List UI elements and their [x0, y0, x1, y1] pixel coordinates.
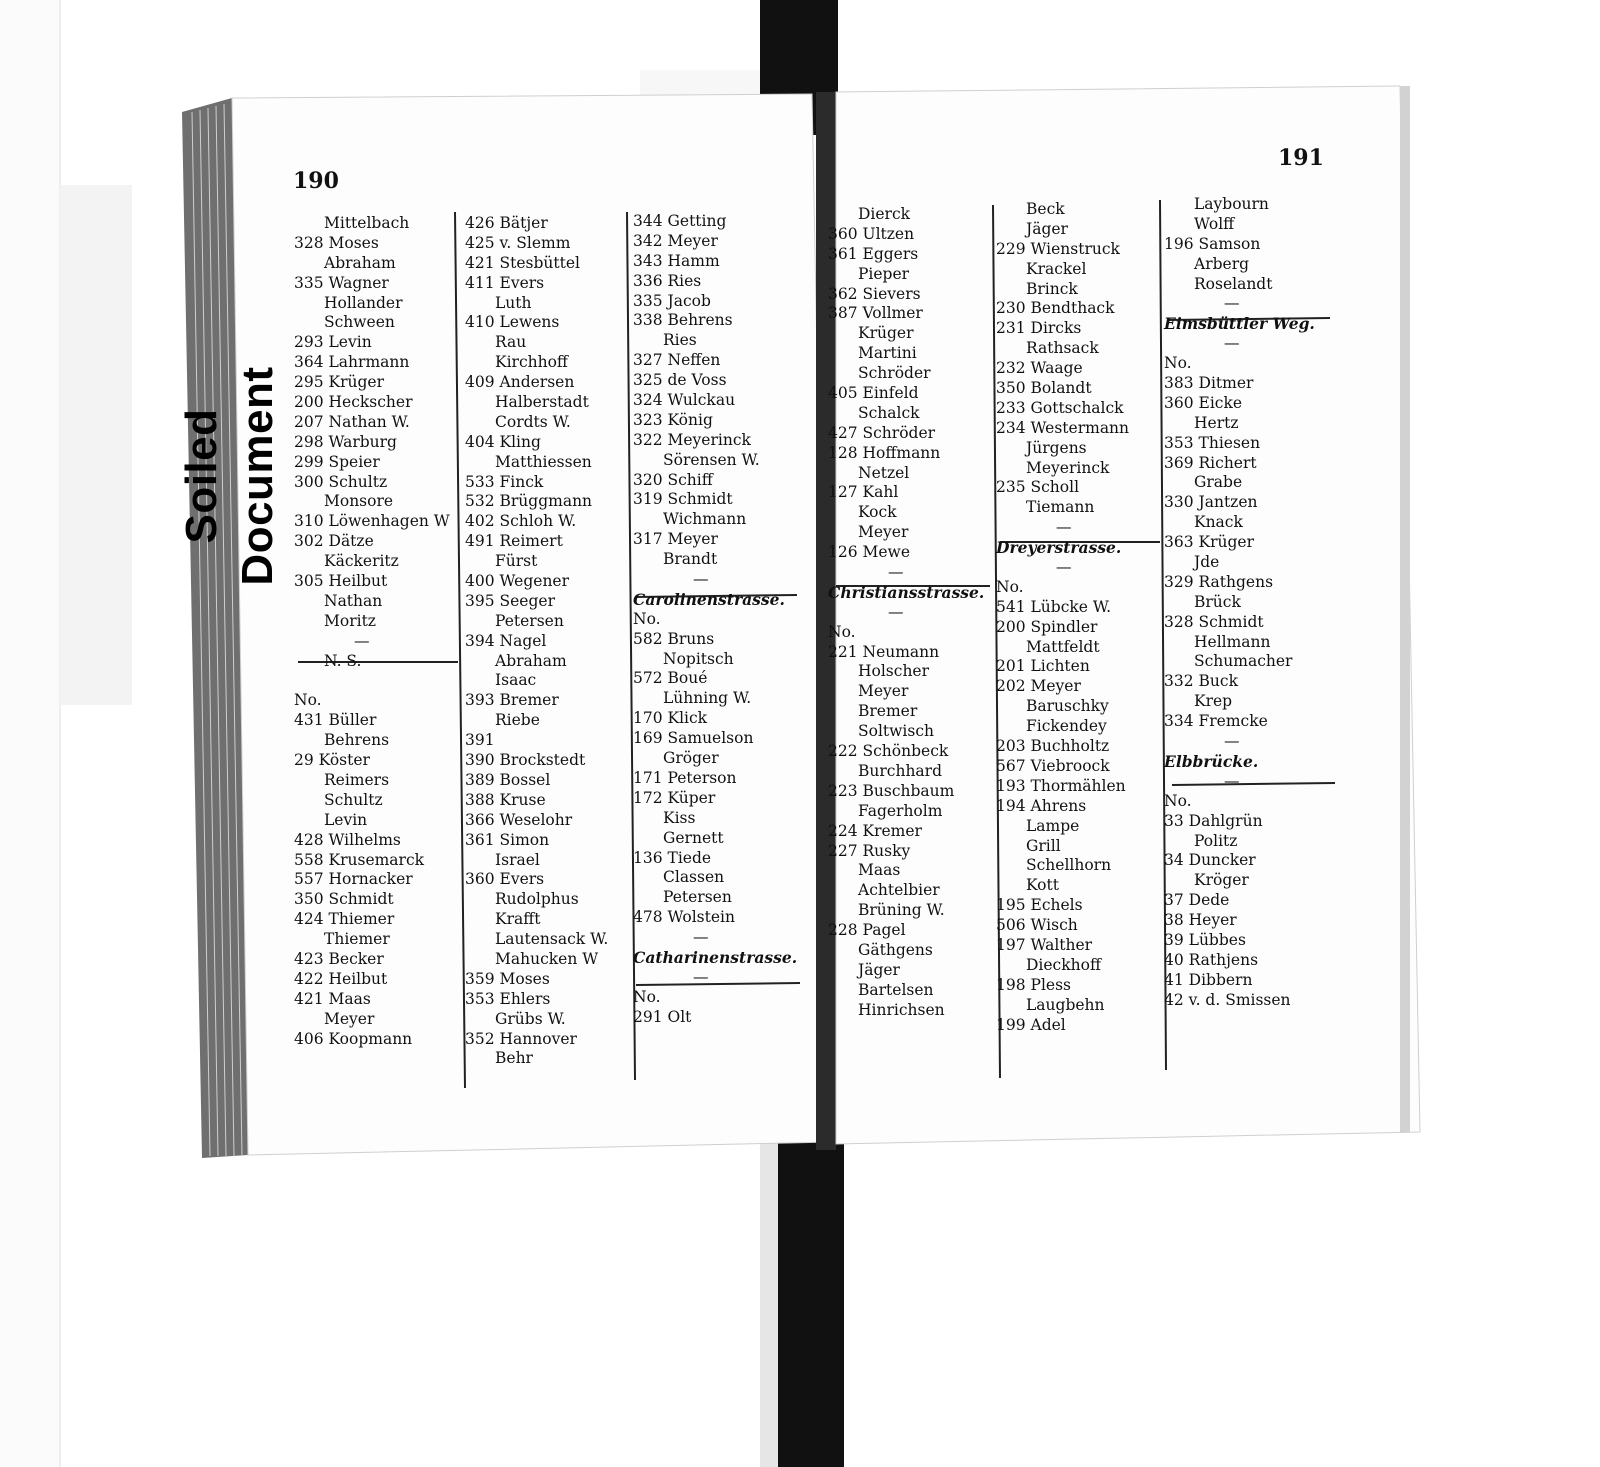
directory-entry: 406 Koopmann	[294, 1029, 413, 1048]
directory-entry: 387 Vollmer	[828, 304, 923, 323]
directory-entry: Classen	[663, 868, 725, 887]
directory-entry: 427 Schröder	[828, 423, 936, 442]
directory-entry: 328 Moses	[294, 233, 379, 252]
directory-entry: 394 Nagel	[465, 631, 547, 650]
directory-entry: 395 Seeger	[465, 591, 555, 610]
directory-entry: Levin	[324, 810, 368, 829]
directory-entry: Abraham	[324, 253, 396, 272]
mount-bottom	[760, 1140, 778, 1467]
dash-separator: —	[693, 967, 709, 986]
directory-entry: Roselandt	[1194, 274, 1273, 293]
directory-entry: 343 Hamm	[633, 251, 720, 270]
directory-entry: Fagerholm	[858, 801, 943, 820]
left-column-3	[633, 212, 797, 1028]
directory-entry: 404 Kling	[465, 432, 541, 451]
directory-entry: 389 Bossel	[465, 770, 551, 789]
directory-entry: 127 Kahl	[828, 483, 899, 502]
soiled-document-stamp: Soiled Document	[177, 366, 282, 586]
number-label: No.	[1164, 791, 1192, 810]
directory-entry: 33 Dahlgrün	[1164, 811, 1263, 830]
directory-entry: 201 Lichten	[996, 657, 1090, 676]
directory-entry: 335 Wagner	[294, 273, 389, 292]
directory-entry: Brinck	[1026, 279, 1078, 298]
directory-entry: Jürgens	[1026, 438, 1087, 457]
dash-separator: —	[693, 928, 709, 947]
directory-entry: 230 Bendthack	[996, 299, 1115, 318]
directory-entry: 567 Viebroock	[996, 756, 1110, 775]
directory-entry: Kott	[1026, 876, 1059, 895]
directory-entry: 327 Neffen	[633, 351, 721, 370]
directory-entry: 353 Ehlers	[465, 989, 551, 1008]
dash-separator: —	[693, 570, 709, 589]
directory-entry: 196 Samson	[1164, 234, 1261, 253]
directory-entry: Hinrichsen	[858, 1000, 945, 1019]
directory-entry: Lühning W.	[663, 689, 752, 708]
directory-entry: 232 Waage	[996, 359, 1083, 378]
directory-entry: 38 Heyer	[1164, 911, 1237, 930]
directory-entry: Fürst	[495, 552, 538, 571]
directory-entry: 352 Hannover	[465, 1029, 577, 1048]
directory-entry: Matthiessen	[495, 452, 592, 471]
directory-entry: Dierck	[858, 205, 911, 223]
directory-entry: 310 Löwenhagen W	[294, 512, 450, 531]
directory-entry: Politz	[1194, 831, 1238, 850]
number-label: No.	[633, 609, 661, 628]
number-label: No.	[294, 691, 322, 710]
directory-entry: 422 Heilbut	[294, 969, 388, 988]
directory-entry: Kröger	[1194, 871, 1249, 890]
directory-entry: 194 Ahrens	[996, 796, 1087, 815]
directory-entry: Jde	[1194, 553, 1220, 572]
directory-entry: 353 Thiesen	[1164, 433, 1261, 452]
directory-entry: 291 Olt	[633, 1007, 692, 1026]
directory-entry: 320 Schiff	[633, 470, 713, 489]
directory-entry: Martini	[858, 344, 917, 363]
directory-entry: Holscher	[858, 662, 930, 681]
page-number-right: 191	[1278, 145, 1324, 171]
page-number-left: 190	[293, 168, 339, 194]
directory-entry: Gröger	[663, 749, 719, 768]
directory-entry: 424 Thiemer	[294, 910, 395, 929]
directory-entry: 305 Heilbut	[294, 572, 388, 591]
directory-entry: Fickendey	[1026, 717, 1107, 736]
right-column-3	[1164, 195, 1315, 1011]
directory-entry: 423 Becker	[294, 949, 384, 968]
directory-entry: 222 Schönbeck	[828, 742, 949, 761]
directory-entry: Dieckhoff	[1026, 955, 1101, 974]
directory-entry: Gernett	[663, 828, 724, 847]
directory-entry: 402 Schloh W.	[465, 512, 577, 531]
directory-entry: 172 Küper	[633, 788, 716, 807]
dash-separator: —	[888, 563, 904, 582]
directory-entry: 338 Behrens	[633, 311, 733, 330]
directory-entry: Laugbehn	[1026, 995, 1105, 1014]
directory-entry: 128 Hoffmann	[828, 443, 941, 462]
directory-entry: Krafft	[495, 910, 541, 929]
street-heading: Eimsbüttler Weg.	[1164, 314, 1315, 334]
directory-entry: 207 Nathan W.	[294, 412, 410, 431]
directory-entry: Arberg	[1194, 254, 1250, 273]
directory-entry: 532 Brüggmann	[465, 492, 593, 511]
directory-entry: 478 Wolstein	[633, 908, 735, 927]
directory-entry: 362 Sievers	[828, 284, 921, 303]
directory-entry: 193 Thormählen	[996, 776, 1126, 795]
directory-entry: 203 Buchholtz	[996, 737, 1110, 756]
label-card	[60, 185, 132, 705]
directory-entry: Grabe	[1194, 473, 1243, 492]
directory-entry: Hellmann	[1194, 632, 1271, 651]
directory-entry: Pieper	[858, 264, 910, 283]
directory-entry: Israel	[495, 850, 540, 869]
directory-entry: Schalck	[858, 403, 920, 422]
directory-entry: Achtelbier	[858, 881, 940, 900]
directory-entry: Schumacher	[1194, 652, 1293, 671]
dash-separator: —	[354, 631, 370, 650]
dash-separator: —	[1224, 294, 1240, 313]
directory-entry: 344 Getting	[633, 212, 727, 230]
directory-entry: Brüning W.	[858, 901, 945, 920]
directory-entry: 229 Wienstruck	[996, 239, 1120, 258]
directory-entry: 421 Maas	[294, 989, 371, 1008]
right-column-1	[828, 205, 984, 1021]
dash-separator: —	[888, 602, 904, 621]
directory-entry: Cordts W.	[495, 412, 571, 431]
directory-entry: Meyer	[858, 682, 909, 701]
directory-entry: 360 Eicke	[1164, 393, 1243, 412]
directory-entry: 366 Weselohr	[465, 810, 573, 829]
directory-entry: 405 Einfeld	[828, 384, 919, 403]
directory-entry: 409 Andersen	[465, 373, 575, 392]
directory-entry: Netzel	[858, 463, 910, 482]
directory-entry: 330 Jantzen	[1164, 493, 1258, 512]
directory-entry: 506 Wisch	[996, 916, 1078, 935]
directory-entry: Sörensen W.	[663, 450, 760, 469]
directory-entry: 29 Köster	[294, 751, 370, 770]
directory-entry: 319 Schmidt	[633, 490, 733, 509]
directory-entry: 400 Wegener	[465, 572, 570, 591]
directory-entry: 37 Dede	[1164, 891, 1230, 910]
directory-entry: 227 Rusky	[828, 841, 911, 860]
directory-entry: Meyer	[858, 523, 909, 542]
directory-entry: 200 Heckscher	[294, 393, 413, 412]
directory-entry: Behr	[495, 1049, 533, 1068]
street-heading: Elbbrücke.	[1164, 751, 1259, 771]
directory-entry: Grill	[1026, 836, 1061, 855]
directory-entry: 295 Krüger	[294, 373, 384, 392]
directory-entry: 221 Neumann	[828, 642, 940, 661]
number-label: No.	[1164, 354, 1192, 373]
directory-entry: Bartelsen	[858, 980, 934, 999]
directory-entry: Reimers	[324, 770, 390, 789]
directory-entry: 426 Bätjer	[465, 214, 548, 232]
directory-entry: Laybourn	[1194, 195, 1269, 213]
directory-entry: 572 Boué	[633, 669, 708, 688]
directory-entry: Wichmann	[663, 510, 747, 529]
directory-entry: Schween	[324, 313, 395, 332]
directory-entry: 582 Bruns	[633, 629, 715, 648]
directory-entry: 363 Krüger	[1164, 533, 1254, 552]
directory-entry: 360 Evers	[465, 870, 545, 889]
directory-entry: Krep	[1194, 692, 1233, 711]
directory-entry: Kirchhoff	[495, 353, 568, 372]
right-page-edge	[1400, 86, 1410, 1132]
directory-entry: Krüger	[858, 324, 914, 343]
directory-entry: Rau	[495, 333, 527, 352]
directory-entry: 234 Westermann	[996, 418, 1130, 437]
directory-entry: Soltwisch	[858, 722, 934, 741]
directory-entry: 322 Meyerinck	[633, 430, 751, 449]
directory-entry: 323 König	[633, 410, 713, 429]
directory-entry: 171 Peterson	[633, 768, 737, 787]
directory-entry: 359 Moses	[465, 969, 550, 988]
directory-entry: 126 Mewe	[828, 543, 910, 562]
directory-entry: 388 Kruse	[465, 790, 546, 809]
directory-entry: Ries	[663, 331, 697, 350]
directory-entry: 393 Bremer	[465, 691, 559, 710]
directory-entry: 200 Spindler	[996, 617, 1098, 636]
directory-entry: Petersen	[663, 888, 732, 907]
directory-entry: Isaac	[495, 671, 537, 690]
directory-entry: 410 Lewens	[465, 313, 560, 332]
directory-entry: Jäger	[1026, 219, 1068, 238]
directory-entry: 390 Brockstedt	[465, 751, 586, 770]
directory-entry: Gäthgens	[858, 940, 933, 959]
directory-entry: 369 Richert	[1164, 453, 1257, 472]
directory-entry: Rudolphus	[495, 890, 579, 909]
directory-entry: 300 Schultz	[294, 472, 388, 491]
directory-entry: Beck	[1026, 200, 1065, 218]
directory-entry: Baruschky	[1026, 697, 1109, 716]
directory-entry: 136 Tiede	[633, 848, 712, 867]
directory-entry: Monsore	[324, 492, 394, 511]
directory-entry: 197 Walther	[996, 935, 1093, 954]
directory-entry: 329 Rathgens	[1164, 572, 1274, 591]
directory-entry: 557 Hornacker	[294, 870, 413, 889]
directory-entry: Maas	[858, 861, 901, 880]
number-label: No.	[828, 622, 856, 641]
directory-entry: Schultz	[324, 790, 383, 809]
directory-entry: Nathan	[324, 591, 383, 610]
directory-entry: 328 Schmidt	[1164, 612, 1264, 631]
binding-strip-bottom	[778, 1140, 844, 1467]
directory-entry: Knack	[1194, 513, 1243, 532]
directory-entry: 170 Klick	[633, 709, 708, 728]
directory-entry: 195 Echels	[996, 896, 1083, 915]
directory-entry: Behrens	[324, 731, 390, 750]
directory-entry: 39 Lübbes	[1164, 930, 1246, 949]
directory-entry: Hollander	[324, 293, 403, 312]
directory-entry: 541 Lübcke W.	[996, 597, 1112, 616]
directory-entry: 233 Gottschalck	[996, 398, 1124, 417]
directory-entry: 325 de Voss	[633, 371, 727, 390]
directory-entry: Jäger	[858, 960, 900, 979]
directory-entry: Burchhard	[858, 761, 943, 780]
directory-entry: 42 v. d. Smissen	[1164, 990, 1291, 1009]
directory-entry: Tiemann	[1026, 498, 1095, 517]
directory-entry: Abraham	[495, 651, 567, 670]
street-heading: Dreyerstrasse.	[996, 538, 1122, 558]
directory-entry: Käckeritz	[324, 552, 399, 571]
directory-entry: 224 Kremer	[828, 821, 922, 840]
dash-separator: —	[1224, 334, 1240, 353]
dash-separator: —	[1224, 732, 1240, 751]
directory-entry: 421 Stesbüttel	[465, 253, 580, 272]
directory-entry: 361 Eggers	[828, 244, 919, 263]
directory-entry: Brück	[1194, 592, 1241, 611]
directory-entry: Mahucken W	[495, 949, 599, 968]
directory-entry: Schellhorn	[1026, 856, 1112, 875]
street-heading: Catharinenstrasse.	[633, 947, 798, 967]
directory-entry: 533 Finck	[465, 472, 544, 491]
directory-entry: 335 Jacob	[633, 291, 711, 310]
left-margin-strip	[0, 0, 60, 1467]
directory-entry: 169 Samuelson	[633, 729, 754, 748]
number-label: No.	[633, 987, 661, 1006]
directory-entry: Brandt	[663, 550, 718, 569]
directory-entry: 360 Ultzen	[828, 224, 915, 243]
directory-entry: 299 Speier	[294, 452, 380, 471]
right-column-2	[996, 200, 1129, 1035]
directory-entry: 350 Schmidt	[294, 890, 394, 909]
directory-entry: Luth	[495, 293, 532, 312]
directory-entry: Schröder	[858, 364, 931, 383]
directory-entry: Lautensack W.	[495, 930, 609, 949]
directory-entry: 231 Dircks	[996, 319, 1082, 338]
directory-entry: Meyerinck	[1026, 458, 1110, 477]
directory-entry: 391	[465, 731, 495, 750]
directory-entry: 334 Fremcke	[1164, 712, 1268, 731]
directory-entry: 361 Simon	[465, 830, 550, 849]
directory-entry: 364 Lahrmann	[294, 353, 410, 372]
dash-separator: —	[1056, 558, 1072, 577]
directory-entry: 228 Pagel	[828, 921, 906, 940]
street-heading: Carolinenstrasse.	[633, 589, 785, 609]
directory-entry: Rathsack	[1026, 339, 1099, 358]
left-column-1	[294, 214, 450, 1049]
directory-entry: 383 Ditmer	[1164, 374, 1254, 393]
directory-entry: 202 Meyer	[996, 677, 1081, 696]
directory-entry: Riebe	[495, 711, 540, 730]
directory-entry: 350 Bolandt	[996, 379, 1092, 398]
dash-separator: —	[1056, 518, 1072, 537]
directory-entry: Grübs W.	[495, 1009, 566, 1028]
directory-entry: 41 Dibbern	[1164, 970, 1253, 989]
directory-entry: Bremer	[858, 702, 918, 721]
directory-entry: Lampe	[1026, 816, 1080, 835]
directory-entry: 198 Pless	[996, 975, 1071, 994]
directory-entry: 223 Buschbaum	[828, 781, 955, 800]
number-label: No.	[996, 577, 1024, 596]
directory-entry	[294, 671, 450, 691]
directory-entry: Kock	[858, 503, 897, 522]
directory-entry: 425 v. Slemm	[465, 233, 571, 252]
directory-entry: 428 Wilhelms	[294, 830, 401, 849]
directory-entry: Krackel	[1026, 259, 1087, 278]
directory-entry: 411 Evers	[465, 273, 545, 292]
directory-entry: Nopitsch	[663, 649, 734, 668]
left-column-2	[465, 214, 608, 1069]
directory-entry: 317 Meyer	[633, 530, 718, 549]
directory-entry: 431 Büller	[294, 711, 377, 730]
directory-entry: Hertz	[1194, 413, 1239, 432]
directory-entry: 298 Warburg	[294, 432, 397, 451]
directory-entry: 34 Duncker	[1164, 851, 1256, 870]
directory-entry: N. S.	[324, 651, 362, 670]
directory-entry: 336 Ries	[633, 271, 702, 290]
directory-entry: 293 Levin	[294, 333, 372, 352]
directory-entry: 491 Reimert	[465, 532, 563, 551]
directory-entry: Wolff	[1194, 214, 1235, 233]
directory-entry: 302 Dätze	[294, 532, 374, 551]
street-heading: Christiansstrasse.	[828, 582, 985, 602]
directory-entry: 199 Adel	[996, 1015, 1066, 1034]
directory-entry: Kiss	[663, 808, 696, 827]
directory-entry: 558 Krusemarck	[294, 850, 425, 869]
directory-entry: 324 Wulckau	[633, 391, 736, 410]
dash-separator: —	[1224, 771, 1240, 790]
directory-entry: 332 Buck	[1164, 672, 1238, 691]
directory-entry: Meyer	[324, 1009, 375, 1028]
directory-entry: Petersen	[495, 611, 564, 630]
directory-entry: Mattfeldt	[1026, 637, 1100, 656]
directory-entry: 40 Rathjens	[1164, 950, 1259, 969]
directory-entry: 235 Scholl	[996, 478, 1080, 497]
directory-entry: Moritz	[324, 611, 376, 630]
directory-entry: Thiemer	[324, 930, 390, 949]
directory-entry: Halberstadt	[495, 393, 589, 412]
directory-entry: 342 Meyer	[633, 231, 718, 250]
directory-entry: Mittelbach	[324, 214, 410, 232]
